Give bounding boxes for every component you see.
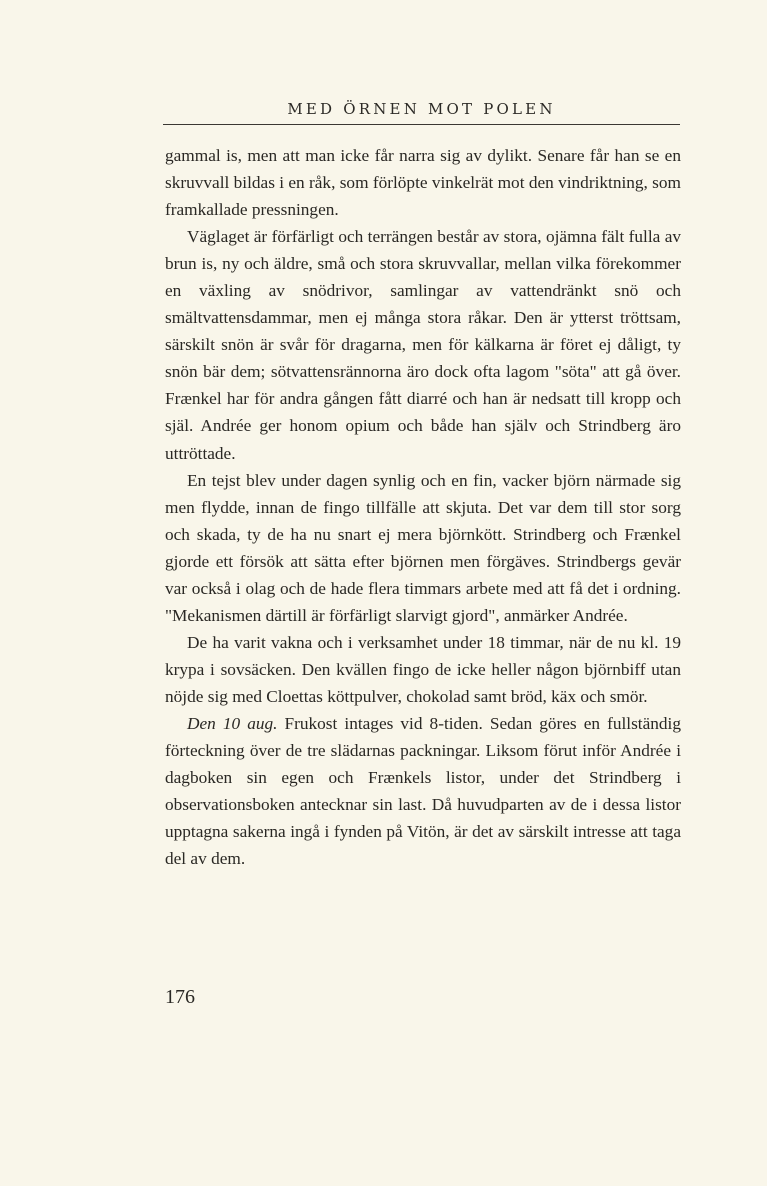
paragraph-3: En tejst blev under dagen synlig och en fin, vacker björn närmade sig men flydde, innan de fingo tillfälle att skjuta. Det var dem till stor sorg och skada, ty de ha nu snart ej mera björnkött. Strindberg och Frænkel gjorde ett försök att sätta efter björnen men förgäves. Strindbergs gevär var också i olag och de hade flera timmars arbete med att få det i ordning. "Mekanismen därtill är förfärligt slarvigt gjord", anmärker Andrée. bbox=[165, 470, 681, 625]
page-number: 176 bbox=[165, 986, 195, 1008]
paragraph-5-text: Frukost intages vid 8-tiden. Sedan göres en fullständig förteckning över de tre slädarnas packningar. Liksom förut inför Andrée i dagboken sin egen och Frænkels listor, under det Strindberg i observationsboken antecknar sin last. Då huvudparten av de i dessa listor upptagna sakerna ingå i fynden på Vitön, är det av särskilt intresse att taga del av dem. bbox=[165, 713, 681, 869]
paragraph-1: gammal is, men att man icke får narra sig av dylikt. Senare får han se en skruvvall bildas i en råk, som förlöpte vinkelrät mot den vindriktning, som framkallade pressningen. bbox=[165, 146, 681, 220]
date-label: Den 10 aug. bbox=[187, 713, 278, 733]
header-rule bbox=[163, 124, 680, 125]
paragraph-5 bbox=[165, 710, 681, 872]
running-head: MED ÖRNEN MOT POLEN bbox=[287, 100, 556, 118]
paragraph-2: Väglaget är förfärligt och terrängen består av stora, ojämna fält fulla av brun is, ny och äldre, små och stora skruvvallar, mellan vilka förekommer en växling av snödrivor, samlingar av vattendränkt snö och smältvattensdammar, men ej många stora råkar. Den är ytterst tröttsam, särskilt snön är svår för dragarna, men för kälkarna är föret ej dåligt, ty snön bär dem; sötvattensrännorna äro dock ofta lagom "söta" att gå över. Frænkel har för andra gången fått diarré och han är nedsatt till kropp och själ. Andrée ger honom opium och både han själv och Strindberg äro uttröttade. bbox=[165, 227, 681, 463]
body-text bbox=[165, 142, 681, 872]
paragraph-4: De ha varit vakna och i verksamhet under 18 timmar, när de nu kl. 19 krypa i sovsäcken. Den kvällen fingo de icke heller någon björnbiff utan nöjde sig med Cloettas köttpulver, chokolad samt bröd, käx och smör. bbox=[165, 632, 681, 706]
